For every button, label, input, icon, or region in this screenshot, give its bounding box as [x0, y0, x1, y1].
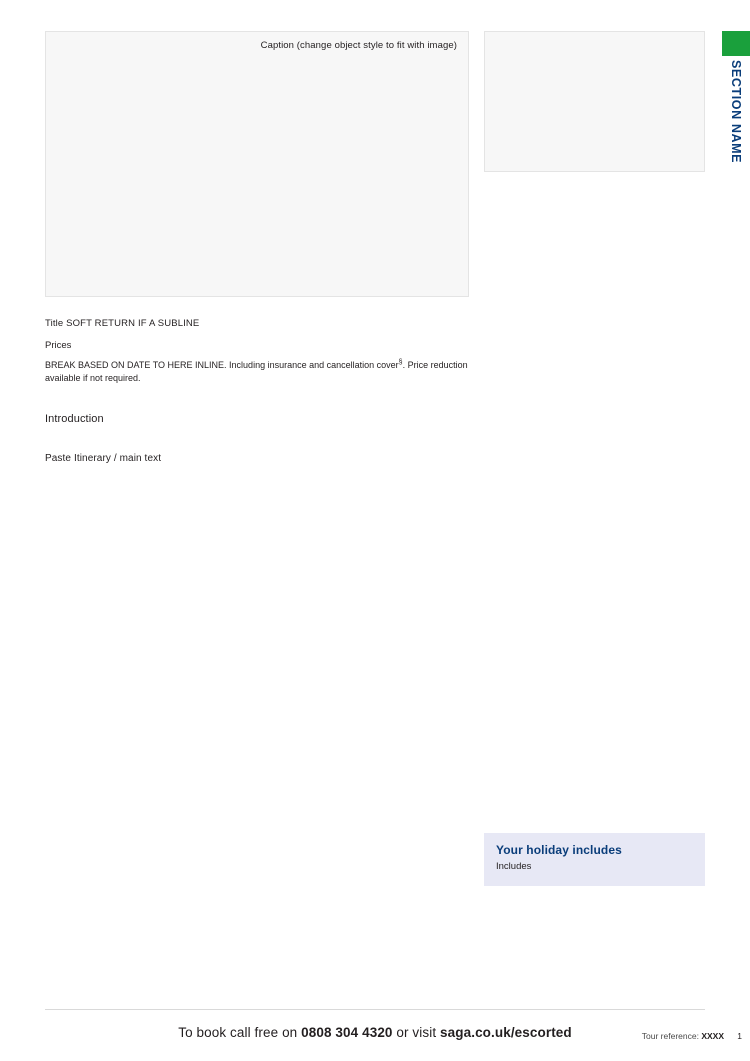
- section-colour-marker: [722, 31, 750, 56]
- footer-book-mid: or visit: [392, 1025, 441, 1040]
- tour-reference-label: Tour reference:: [641, 1031, 702, 1041]
- price-break-pre: BREAK BASED ON DATE TO HERE INLINE. Including insurance and cancellation cover: [45, 359, 399, 370]
- main-image-placeholder[interactable]: [45, 31, 469, 297]
- price-break-text: [45, 358, 469, 385]
- itinerary-body-text: Paste Itinerary / main text: [45, 452, 162, 464]
- image-caption: Caption (change object style to fit with image): [260, 40, 457, 51]
- footer-book-pre: To book call free on: [178, 1025, 302, 1040]
- introduction-heading: Introduction: [45, 412, 104, 425]
- page-footer: [0, 1009, 750, 1061]
- holiday-includes-panel: [484, 833, 705, 886]
- tour-reference: [642, 1031, 724, 1041]
- main-text-column: [45, 318, 469, 464]
- section-name-tab: [716, 60, 750, 200]
- prices-label: Prices: [45, 339, 72, 351]
- section-name-label: SECTION NAME: [729, 60, 743, 164]
- tour-title: Title SOFT RETURN IF A SUBLINE: [45, 318, 200, 329]
- price-break-post: . Price reduction available if not required.: [45, 359, 468, 383]
- holiday-includes-body: Includes: [496, 861, 532, 872]
- tour-reference-value: XXXX: [701, 1031, 724, 1041]
- side-image-placeholder[interactable]: [484, 31, 705, 172]
- price-break-footnote-marker: §: [398, 358, 403, 366]
- footer-divider: [45, 1009, 705, 1010]
- holiday-includes-title: Your holiday includes: [496, 843, 622, 857]
- footer-website-link[interactable]: saga.co.uk/escorted: [440, 1025, 572, 1040]
- footer-phone-number[interactable]: 0808 304 4320: [301, 1025, 393, 1040]
- page-number: 1: [737, 1031, 742, 1041]
- footer-booking-line: [0, 1025, 750, 1040]
